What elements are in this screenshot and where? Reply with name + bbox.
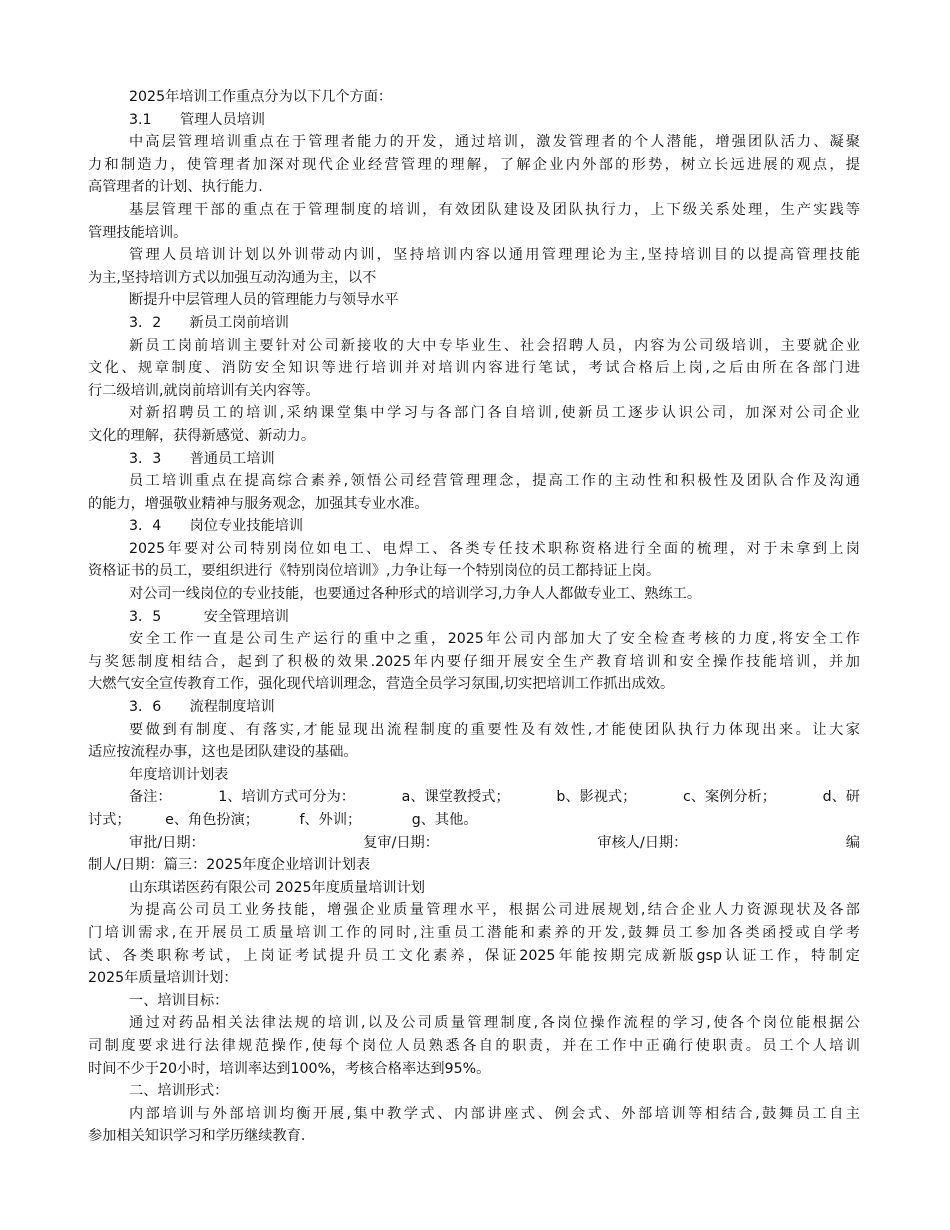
paragraph-line: 通过对药品相关法律法规的培训,以及公司质量管理制度,各岗位操作流程的学习,使各个岗位能根据公 bbox=[129, 1015, 860, 1032]
paragraph-line: 中高层管理培训重点在于管理者能力的开发，通过培训，激发管理者的个人潜能，增强团队活力、凝聚 bbox=[129, 134, 860, 151]
document-page bbox=[88, 86, 860, 1148]
paragraph-line: 2025年质量培训计划： bbox=[88, 970, 238, 987]
paragraph-line: 管理技能培训。 bbox=[88, 224, 188, 241]
heading-3-1: 3.1 管理人员培训 bbox=[129, 111, 266, 128]
heading-3-5: 3．5 安全管理培训 bbox=[129, 608, 289, 625]
remarks-item: 1、培训方式可分为： bbox=[218, 789, 355, 806]
paragraph-line: 2025年要对公司特别岗位如电工、电焊工、各类专任技术职称资格进行全面的梳理，对于未拿到上岗 bbox=[129, 540, 860, 557]
paragraph-line: 参加相关知识学习和学历继续教育. bbox=[88, 1128, 306, 1145]
paragraph-line: 新员工岗前培训主要针对公司新接收的大中专毕业生、社会招聘人员，内容为公司级培训，主要就企业 bbox=[129, 337, 860, 354]
heading-3-4: 3．4 岗位专业技能培训 bbox=[129, 518, 304, 535]
paragraph-line: 基层管理干部的重点在于管理制度的培训，有效团队建设及团队执行力，上下级关系处理，生产实践等 bbox=[129, 201, 860, 218]
remarks-item: e、角色扮演； bbox=[165, 812, 259, 828]
paragraph-line: 行二级培训,就岗前培训有关内容等。 bbox=[88, 382, 320, 399]
remarks-item: f、外训； bbox=[299, 812, 362, 828]
preparer-label-start: 编 bbox=[845, 834, 860, 851]
remarks-row-2 bbox=[88, 809, 860, 832]
paragraph-line: 为提高公司员工业务技能，增强企业质量管理水平，根据公司进展规划,结合企业人力资源现状及各部 bbox=[129, 902, 860, 919]
paragraph-line: 断提升中层管理人员的管理能力与领导水平 bbox=[129, 292, 399, 309]
remarks-item: c、案例分析； bbox=[682, 789, 776, 806]
paragraph-line: 与奖惩制度相结合，起到了积极的效果.2025年内要仔细开展安全生产教育培训和安全操作技能培训，并加 bbox=[88, 653, 860, 670]
heading-training-form: 二、培训形式： bbox=[129, 1083, 229, 1100]
heading-3-2: 3．2 新员工岗前培训 bbox=[129, 314, 289, 331]
remarks-row bbox=[88, 786, 860, 809]
paragraph-line: 文化、规章制度、消防安全知识等进行培训并对培训内容进行笔试，考试合格后上岗,之后由所在各部门进 bbox=[88, 360, 860, 377]
heading-training-goal: 一、培训目标： bbox=[129, 992, 229, 1009]
paragraph-line: 安全工作一直是公司生产运行的重中之重，2025年公司内部加大了安全检查考核的力度,将安全工作 bbox=[129, 631, 860, 648]
paragraph-line: 的能力，增强敬业精神与服务观念，加强其专业水准。 bbox=[88, 495, 429, 512]
auditor-date-label: 审核人/日期： bbox=[597, 834, 688, 851]
remarks-item: b、影视式； bbox=[556, 789, 637, 806]
review-date-label: 复审/日期： bbox=[363, 834, 439, 851]
plan-title: 山东琪诺医药有限公司 2025年度质量培训计划 bbox=[129, 879, 425, 896]
heading-3-6: 3．6 流程制度培训 bbox=[129, 699, 275, 716]
section-intro: 2025年培训工作重点分为以下几个方面： bbox=[129, 89, 393, 105]
paragraph-line: 员工培训重点在提高综合素养,领悟公司经营管理理念，提高工作的主动性和积极性及团队合作及沟通 bbox=[129, 473, 860, 490]
approval-date-label: 审批/日期： bbox=[129, 834, 205, 851]
paragraph-line: 对公司一线岗位的专业技能，也要通过各种形式的培训学习,力争人人都做专业工、熟练工。 bbox=[129, 586, 702, 603]
paragraph-line: 大燃气安全宣传教育工作，强化现代培训理念，营造全员学习氛围,切实把培训工作抓出成效。 bbox=[88, 676, 675, 693]
paragraph-line: 要做到有制度、有落实,才能显现出流程制度的重要性及有效性,才能使团队执行力体现出来。让大家 bbox=[129, 721, 860, 738]
sign-row-2: 制人/日期：篇三：2025年度企业培训计划表 bbox=[88, 857, 371, 874]
paragraph-line: 司制度要求进行法律规范操作,使每个岗位人员熟悉各自的职责，并在工作中正确行使职责。员工个人培训 bbox=[88, 1037, 860, 1054]
remarks-item: g、其他。 bbox=[411, 812, 478, 828]
paragraph-line: 对新招聘员工的培训,采纳课堂集中学习与各部门各自培训,使新员工逐步认识公司，加深对公司企业 bbox=[129, 405, 860, 422]
table-title: 年度培训计划表 bbox=[129, 766, 229, 783]
paragraph-line: 门培训需求,在开展员工质量培训工作的同时,注重员工潜能和素养的开发,鼓舞员工参加各类函授或自学考 bbox=[88, 924, 860, 941]
paragraph-line: 时间不少于20小时，培训率达到100%，考核合格率达到95%。 bbox=[88, 1060, 491, 1077]
heading-3-3: 3．3 普通员工培训 bbox=[129, 450, 275, 467]
paragraph-line: 内部培训与外部培训均衡开展,集中教学式、内部讲座式、例会式、外部培训等相结合,鼓舞员工自主 bbox=[129, 1105, 860, 1122]
sign-row bbox=[88, 832, 860, 855]
remarks-item: 讨式； bbox=[88, 812, 131, 828]
paragraph-line: 管理人员培训计划以外训带动内训，坚持培训内容以通用管理理论为主,坚持培训目的以提高管理技能 bbox=[129, 247, 860, 264]
remarks-item: a、课堂教授式； bbox=[401, 789, 510, 806]
paragraph-line: 高管理者的计划、执行能力. bbox=[88, 179, 263, 196]
remarks-item: d、研 bbox=[822, 789, 860, 806]
paragraph-line: 试、各类职称考试，上岗证考试提升员工文化素养，保证2025年能按期完成新版gsp认证工作，特制定 bbox=[88, 947, 860, 964]
remarks-label: 备注： bbox=[129, 789, 172, 806]
paragraph-line: 适应按流程办事，这也是团队建设的基础。 bbox=[88, 744, 358, 761]
paragraph-line: 力和制造力，使管理者加深对现代企业经营管理的理解，了解企业内外部的形势，树立长远进展的观点，提 bbox=[88, 156, 860, 173]
paragraph-line: 为主,坚持培训方式以加强互动沟通为主，以不 bbox=[88, 269, 377, 286]
paragraph-line: 资格证书的员工，要组织进行《特别岗位培训》,力争让每一个特别岗位的员工都持证上岗。 bbox=[88, 563, 661, 580]
paragraph-line: 文化的理解，获得新感觉、新动力。 bbox=[88, 427, 316, 444]
